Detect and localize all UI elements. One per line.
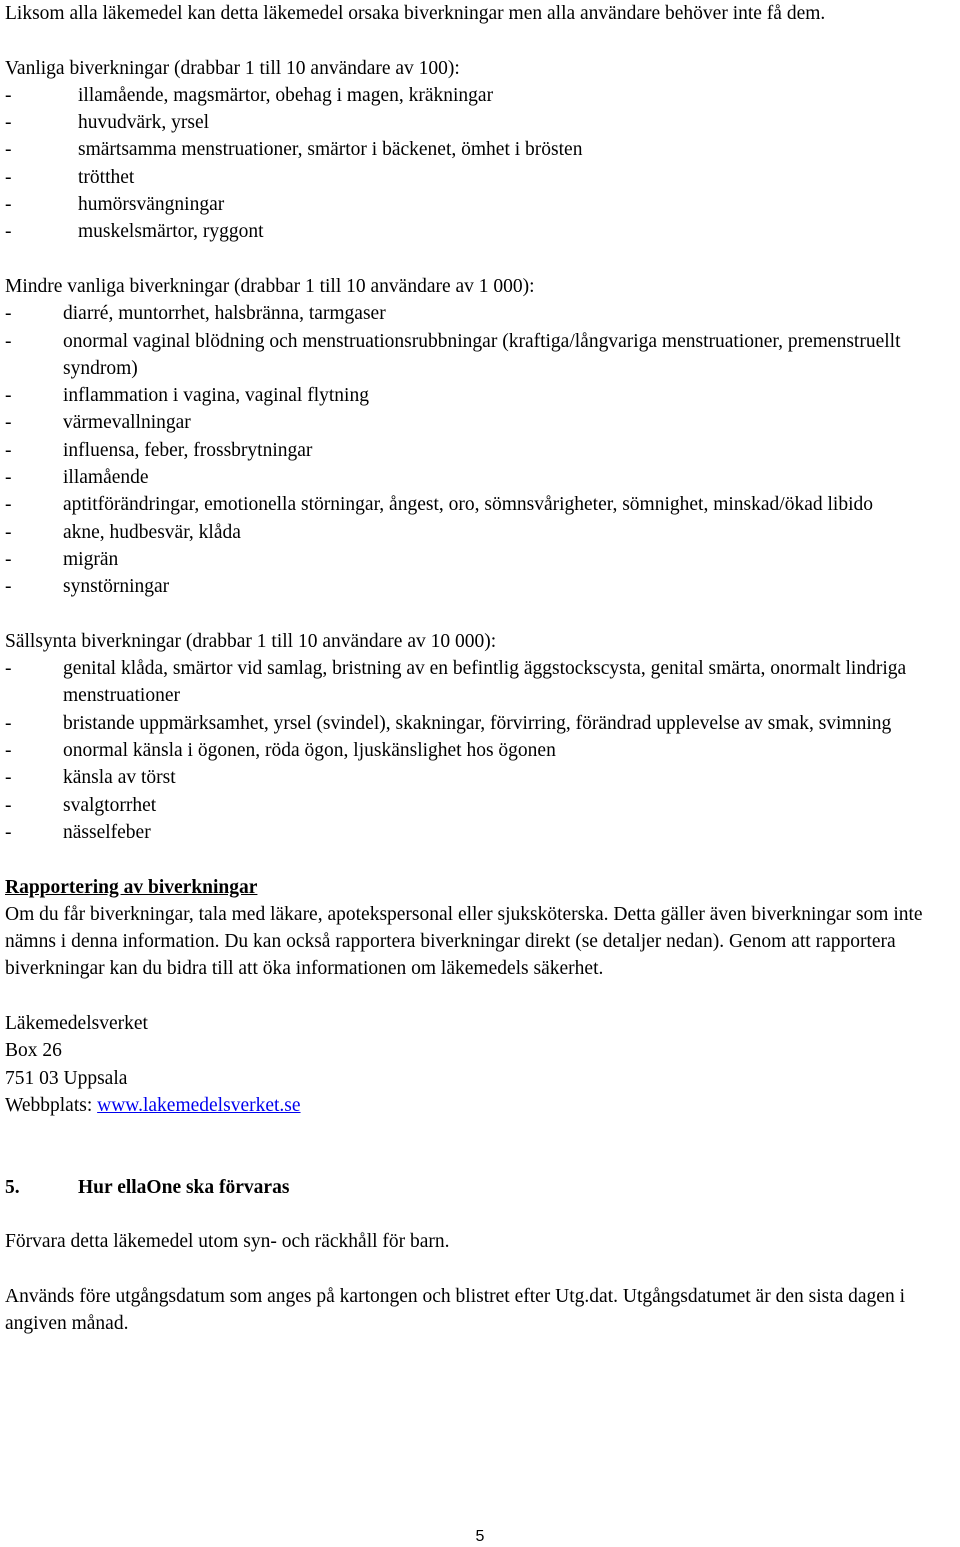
reporting-heading: Rapportering av biverkningar [5,876,258,898]
list-item: - humörsvängningar [5,194,225,216]
list-item: - trötthet [5,166,135,188]
list-item: - akne, hudbesvär, klåda [5,521,241,543]
agency-box: Box 26 [5,1040,62,1062]
section-number: 5. [5,1176,20,1198]
list-item: - illamående, magsmärtor, obehag i magen, kräkningar [5,84,494,106]
list-item: - influensa, feber, frossbrytningar [5,439,313,461]
list-item: - diarré, muntorrhet, halsbränna, tarmgaser [5,303,386,325]
list-item: - genital klåda, smärtor vid samlag, bristning av en befintlig äggstockscysta, genital smärta, onormalt lindriga menstruationer [5,658,907,707]
list-item: - svalgtorrhet [5,794,157,816]
web-label: Webbplats: [5,1094,98,1116]
section-5-title [5,1174,955,1201]
document-page [5,0,955,1338]
common-heading: Vanliga biverkningar (drabbar 1 till 10 användare av 100): [5,57,460,79]
list-item: - värmevallningar [5,412,191,434]
rare-list [5,655,955,846]
storage-text-1: Förvara detta läkemedel utom syn- och räckhåll för barn. [5,1231,450,1253]
address-block [5,1010,955,1119]
list-item: - aptitförändringar, emotionella störningar, ångest, oro, sömnsvårigheter, sömnighet, minskad/ökad libido [5,494,873,516]
list-item: - nässelfeber [5,821,151,843]
list-item: - onormal känsla i ögonen, röda ögon, ljuskänslighet hos ögonen [5,740,556,762]
list-item: - inflammation i vagina, vaginal flytning [5,385,369,407]
page-number: 5 [475,1528,485,1545]
list-item: - huvudvärk, yrsel [5,112,210,134]
rare-heading: Sällsynta biverkningar (drabbar 1 till 10 användare av 10 000): [5,630,497,652]
list-item: - migrän [5,548,119,570]
uncommon-heading: Mindre vanliga biverkningar (drabbar 1 till 10 användare av 1 000): [5,275,535,297]
list-item: - muskelsmärtor, ryggont [5,221,264,243]
agency-web [5,1092,955,1119]
list-item: - synstörningar [5,576,170,598]
list-item: - bristande uppmärksamhet, yrsel (svindel), skakningar, förvirring, förändrad upplevelse av smak, svimning [5,712,892,734]
section-title-text: Hur ellaOne ska förvaras [78,1176,290,1198]
common-list [5,82,955,246]
agency-city: 751 03 Uppsala [5,1067,128,1089]
agency-name: Läkemedelsverket [5,1012,148,1034]
reporting-text: Om du får biverkningar, tala med läkare, apotekspersonal eller sjuksköterska. Detta gäller även biverkningar som inte nämns i denna information. Du kan också rapportera biverkningar direkt (se detaljer nedan). Genom att rapportera biverkningar kan du bidra till att öka informationen om läkemedels säkerhet. [5,903,923,980]
list-item: - onormal vaginal blödning och menstruationsrubbningar (kraftiga/långvariga menstruationer, premenstruellt syndrom) [5,330,901,379]
list-item: - illamående [5,467,149,489]
storage-text-2: Används före utgångsdatum som anges på kartongen och blistret efter Utg.dat. Utgångsdatumet är den sista dagen i angiven månad. [5,1285,906,1335]
intro-text: Liksom alla läkemedel kan detta läkemedel orsaka biverkningar men alla användare behöver inte få dem. [5,3,826,24]
website-link[interactable]: www.lakemedelsverket.se [97,1094,301,1116]
list-item: - smärtsamma menstruationer, smärtor i bäckenet, ömhet i brösten [5,139,583,161]
uncommon-list [5,300,955,600]
list-item: - känsla av törst [5,767,176,789]
